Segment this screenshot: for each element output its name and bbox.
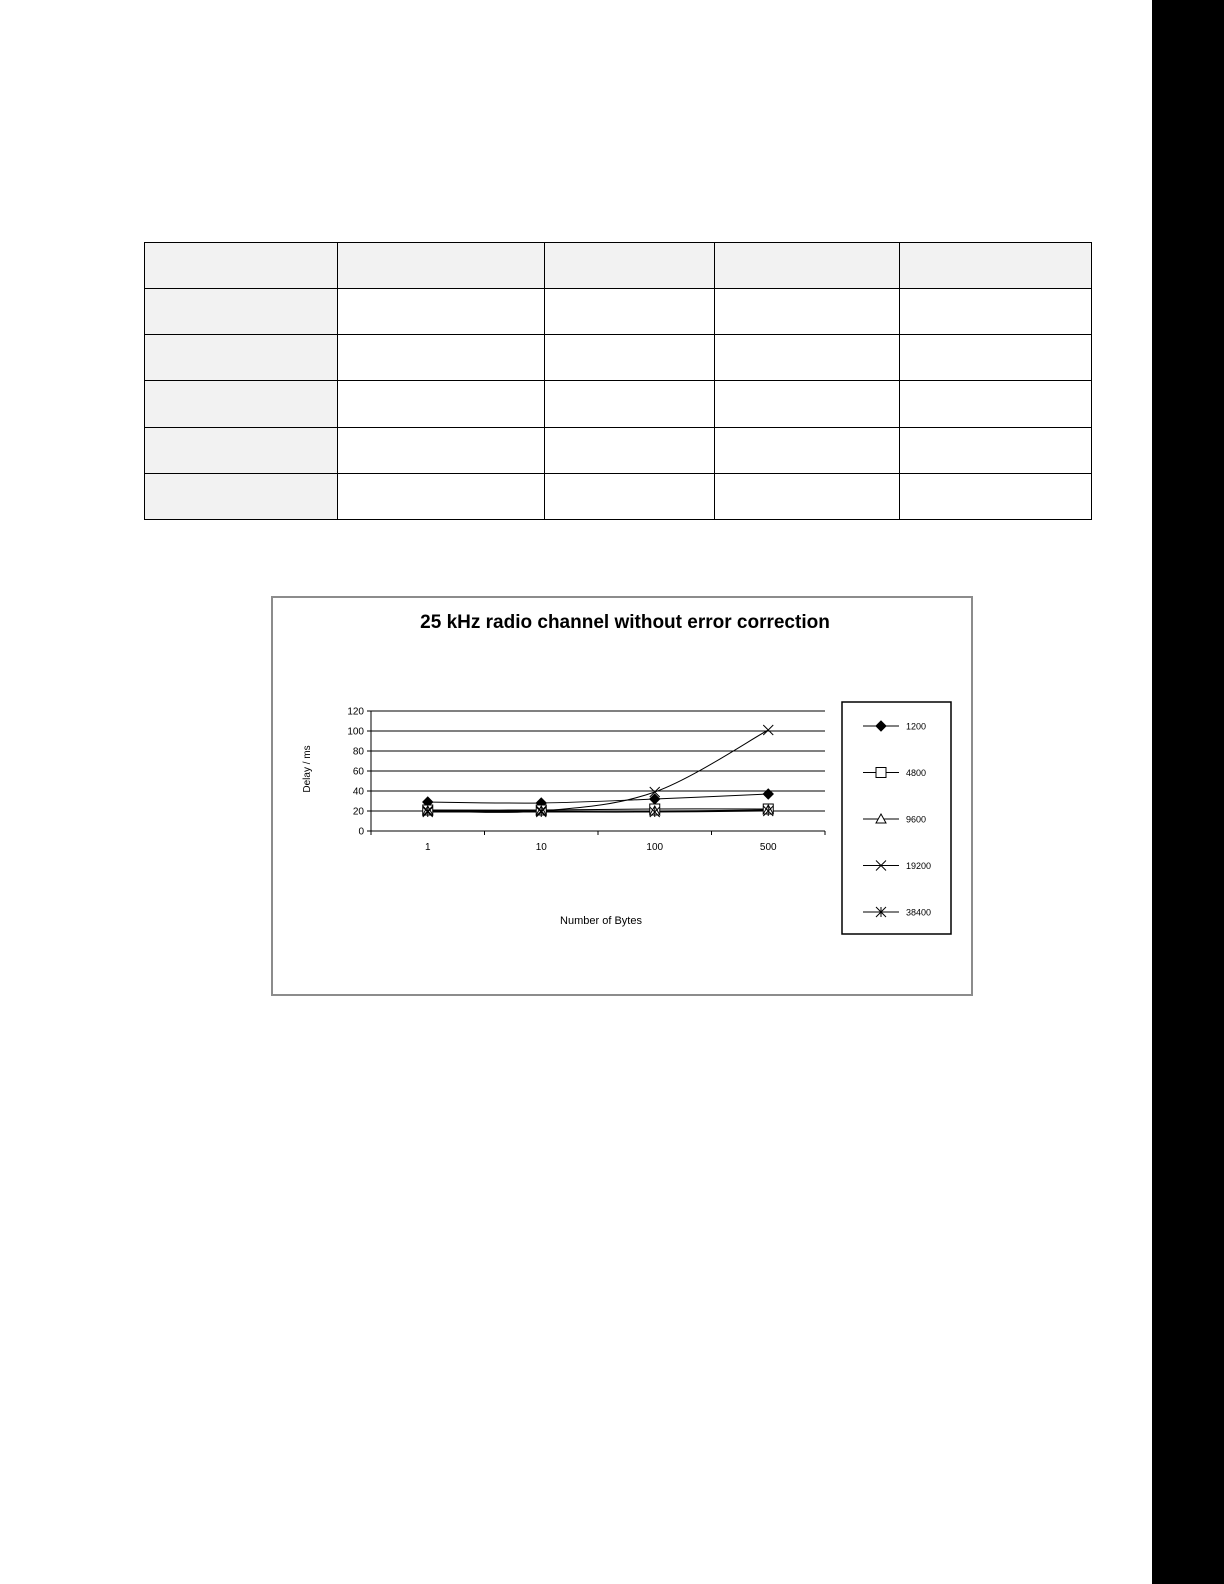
table-cell [715, 243, 900, 289]
table-cell [545, 289, 715, 335]
series-line-4800 [428, 809, 769, 810]
table-row [145, 427, 1092, 473]
data-point-19200 [763, 725, 773, 735]
chart-frame [271, 596, 973, 996]
y-tick-label: 60 [352, 766, 364, 778]
legend-marker-4800 [876, 768, 886, 778]
y-tick-label: 20 [352, 806, 364, 818]
table-cell [338, 289, 545, 335]
table-cell [900, 427, 1092, 473]
table-cell [145, 473, 338, 519]
table-row [145, 289, 1092, 335]
page-edge-band [1152, 0, 1224, 1584]
legend-label-4800: 4800 [906, 768, 927, 778]
table-cell [545, 243, 715, 289]
table-cell [900, 289, 1092, 335]
table-cell [145, 381, 338, 427]
table-row [145, 335, 1092, 381]
table-cell [545, 473, 715, 519]
table-cell [715, 427, 900, 473]
table-cell [338, 427, 545, 473]
x-tick-label: 1 [424, 842, 431, 853]
table-cell [715, 473, 900, 519]
table-cell [715, 289, 900, 335]
table-cell [900, 335, 1092, 381]
table-cell [145, 427, 338, 473]
line-chart [273, 598, 971, 994]
y-axis-label: Delay / ms [302, 745, 313, 793]
y-tick-label: 100 [347, 726, 364, 738]
table-cell [145, 289, 338, 335]
legend-label-38400: 38400 [906, 907, 932, 918]
table-cell [338, 335, 545, 381]
table-cell [900, 473, 1092, 519]
legend-label-9600: 9600 [906, 814, 927, 825]
x-tick-label: 100 [646, 842, 664, 853]
x-tick-label: 10 [535, 842, 547, 853]
y-tick-label: 0 [358, 826, 364, 838]
x-axis-label: Number of Bytes [560, 915, 642, 927]
table-cell [338, 243, 545, 289]
table-cell [715, 381, 900, 427]
table-cell [338, 473, 545, 519]
legend-label-1200: 1200 [906, 721, 927, 732]
legend-label-19200: 19200 [906, 861, 932, 871]
table-cell [545, 427, 715, 473]
table-cell [338, 381, 545, 427]
x-tick-label: 500 [759, 842, 777, 853]
chart-title: 25 kHz radio channel without error correction [420, 612, 830, 633]
table-cell [145, 243, 338, 289]
y-tick-label: 120 [347, 706, 364, 718]
table-cell [545, 381, 715, 427]
series-line-1200 [428, 794, 769, 803]
table-cell [145, 335, 338, 381]
y-tick-label: 80 [352, 746, 364, 758]
table-row [145, 473, 1092, 519]
table-row [145, 243, 1092, 289]
legend-box [842, 702, 951, 934]
table-cell [545, 335, 715, 381]
y-tick-label: 40 [352, 786, 364, 798]
table-cell [900, 381, 1092, 427]
table-cell [715, 335, 900, 381]
table-row [145, 381, 1092, 427]
blank-data-table [144, 242, 1092, 520]
table-cell [900, 243, 1092, 289]
